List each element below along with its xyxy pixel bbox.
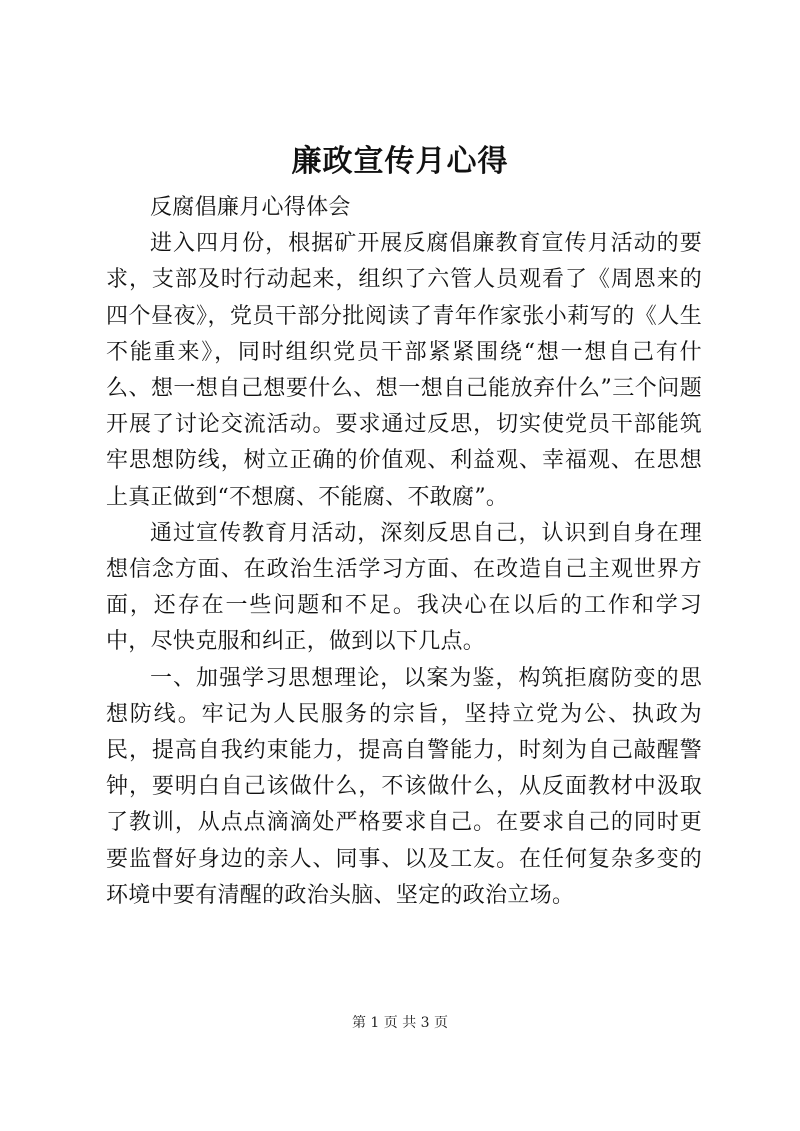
document-body — [106, 190, 702, 914]
page-footer: 第 1 页 共 3 页 — [351, 1015, 449, 1031]
document-title: 廉政宣传月心得 — [291, 144, 509, 179]
subtitle-paragraph: 反腐倡廉月心得体会 — [150, 195, 351, 220]
body-paragraph-3: 一、加强学习思想理论，以案为鉴，构筑拒腐防变的思想防线。牢记为人民服务的宗旨，坚持立党为公、执政为民，提高自我约束能力，提高自警能力，时刻为自己敲醒警钟，要明白自己该做什么，不该做什么，从反面教材中汲取了教训，从点点滴滴处严格要求自己。在要求自己的同时更要监督好身边的亲人、同事、以及工友。在任何复杂多变的环境中要有清醒的政治头脑、坚定的政治立场。 — [106, 665, 702, 908]
body-paragraph-1: 进入四月份，根据矿开展反腐倡廉教育宣传月活动的要求，支部及时行动起来，组织了六管人员观看了《周恩来的四个昼夜》，党员干部分批阅读了青年作家张小莉写的《人生不能重来》，同时组织党员干部紧紧围绕“想一想自己有什么、想一想自己想要什么、想一想自己能放弃什么”三个问题开展了讨论交流活动。要求通过反思，切实使党员干部能筑牢思想防线，树立正确的价值观、利益观、幸福观、在思想上真正做到“不想腐、不能腐、不敢腐”。 — [106, 231, 702, 510]
body-paragraph-2: 通过宣传教育月活动，深刻反思自己，认识到自身在理想信念方面、在政治生活学习方面、在改造自己主观世界方面，还存在一些问题和不足。我决心在以后的工作和学习中，尽快克服和纠正，做到以下几点。 — [106, 520, 702, 655]
